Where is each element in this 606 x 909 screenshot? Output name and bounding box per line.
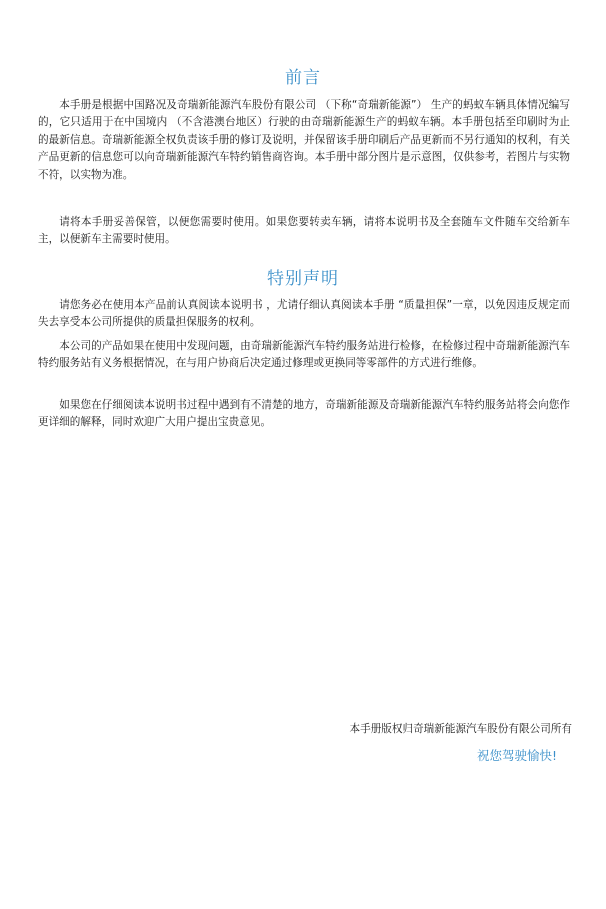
notice-paragraph-3: 如果您在仔细阅读本说明书过程中遇到有不清楚的地方，奇瑞新能源及奇瑞新能源汽车特约服务站将会向您作更详细的解释，同时欢迎广大用户提出宝贵意见。 (38, 399, 570, 429)
copyright-notice: 本手册版权归奇瑞新能源汽车股份有限公司所有 (349, 723, 572, 735)
closing-wish: 祝您驾驶愉快! (476, 748, 557, 763)
preface-paragraph-2: 请将本手册妥善保管，以便您需要时使用。如果您要转卖车辆，请将本说明书及全套随车文件随车交给新车主，以便新车主需要时使用。 (38, 216, 570, 246)
notice-title: 特别声明 (267, 269, 339, 289)
notice-paragraph-1: 请您务必在使用本产品前认真阅读本说明书 ，尤请仔细认真阅读本手册 “质量担保”一章，以免因违反规定而失去享受本公司所提供的质量担保服务的权利。 (38, 299, 570, 329)
preface-title: 前言 (285, 68, 321, 88)
notice-paragraph-2: 本公司的产品如果在使用中发现问题，由奇瑞新能源汽车特约服务站进行检修，在检修过程中奇瑞新能源汽车特约服务站有义务根据情况，在与用户协商后决定通过修理或更换同等零部件的方式进行维修。 (38, 340, 570, 370)
preface-paragraph-1: 本手册是根据中国路况及奇瑞新能源汽车股份有限公司 （下称“奇瑞新能源”） 生产的蚂蚁车辆具体情况编写的，它只适用于在中国境内 （不含港澳台地区）行驶的由奇瑞新能源生产的蚂蚁车辆。本手册包括至印刷时为止的最新信息。奇瑞新能源全权负责该手册的修订及说明，并保留该手册印刷后产品更新而不另行通知的权利，有关产品更新的信息您可以向奇瑞新能源汽车特约销售商咨询。本手册中部分图片是示意图，仅供参考，若图片与实物不符，以实物为准。 (38, 99, 570, 181)
